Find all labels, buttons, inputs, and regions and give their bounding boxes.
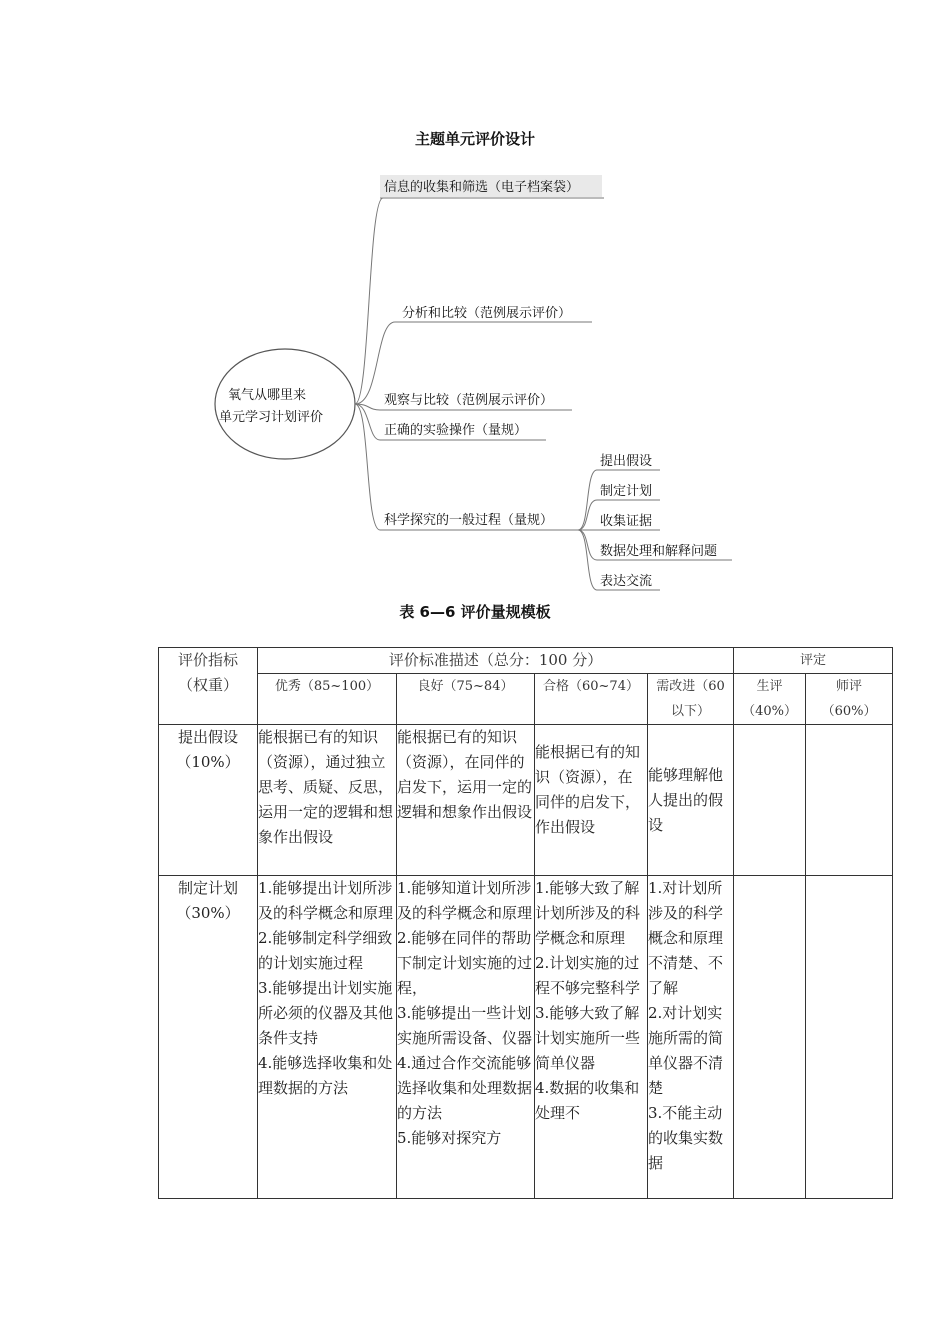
- table-header-row: [159, 648, 893, 674]
- cell-teacher-score[interactable]: [806, 725, 893, 876]
- cell-improve: 能够理解他人提出的假设: [648, 725, 734, 876]
- header-improve-line1: 需改进（60: [656, 679, 725, 694]
- header-improve-line2: 以下）: [671, 704, 711, 719]
- mindmap-branch-5: 科学探究的一般过程（量规）: [384, 513, 554, 528]
- mindmap-connector: [355, 198, 383, 404]
- header-self: [734, 674, 806, 725]
- row-indicator-weight: （30%）: [176, 904, 240, 922]
- header-good: 良好（75~84）: [397, 674, 535, 725]
- mindmap-branch-1: 信息的收集和筛选（电子档案袋）: [384, 180, 580, 195]
- page-heading: 主题单元评价设计: [414, 130, 535, 148]
- mindmap-sub-1: 提出假设: [600, 454, 653, 469]
- header-pass: 合格（60~74）: [535, 674, 648, 725]
- header-excellent: 优秀（85~100）: [258, 674, 397, 725]
- header-self-line1: 生评: [756, 679, 783, 694]
- cell-teacher-score[interactable]: [806, 876, 893, 1199]
- mindmap-branch-2: 分析和比较（范例展示评价）: [402, 306, 572, 321]
- header-improve: [648, 674, 734, 725]
- mindmap-sub-5: 表达交流: [600, 574, 653, 589]
- rubric-table: [158, 647, 893, 1199]
- mindmap-sub-4: 数据处理和解释问题: [600, 544, 718, 559]
- cell-pass: 能根据已有的知识（资源），在同伴的启发下，作出假设: [535, 725, 648, 876]
- mindmap-connector: [578, 530, 597, 590]
- row-indicator-name: 提出假设: [177, 728, 238, 746]
- cell-excellent: 能根据已有的知识（资源），通过独立思考、质疑、反思，运用一定的逻辑和想象作出假设: [258, 725, 397, 876]
- header-teacher-line1: 师评: [836, 679, 863, 694]
- row-indicator: [159, 876, 258, 1199]
- cell-good: 1.能够知道计划所涉及的科学概念和原理 2.能够在同伴的帮助下制定计划实施的过程， 3.能够提出一些计划实施所需设备、仪器 4.通过合作交流能够选择收集和处理数据的方法 5.能够对探究方: [397, 876, 535, 1199]
- mind-map: [0, 0, 950, 600]
- header-teacher-line2: （60%）: [821, 704, 877, 719]
- row-indicator: [159, 725, 258, 876]
- header-indicator-line2: （权重）: [177, 676, 238, 694]
- cell-self-score[interactable]: [734, 876, 806, 1199]
- cell-self-score[interactable]: [734, 725, 806, 876]
- mindmap-connector: [355, 404, 380, 530]
- header-self-line2: （40%）: [742, 704, 797, 719]
- cell-excellent: 1.能够提出计划所涉及的科学概念和原理 2.能够制定科学细致的计划实施过程 3.能够提出计划实施所必须的仪器及其他条件支持 4.能够选择收集和处理数据的方法: [258, 876, 397, 1199]
- table-subheader-row: [159, 674, 893, 725]
- mindmap-branch-3: 观察与比较（范例展示评价）: [384, 393, 554, 408]
- header-standard: 评价标准描述（总分：100 分）: [258, 648, 734, 674]
- table-row: [159, 876, 893, 1199]
- mindmap-connector: [578, 470, 597, 530]
- cell-pass: 1.能够大致了解计划所涉及的科学概念和原理 2.计划实施的过程不够完整科学 3.能够大致了解计划实施所一些简单仪器 4.数据的收集和处理不: [535, 876, 648, 1199]
- table-caption: 表 6—6 评价量规模板: [399, 603, 551, 621]
- row-indicator-weight: （10%）: [176, 753, 240, 771]
- row-indicator-name: 制定计划: [177, 879, 238, 897]
- mindmap-center-line2: 单元学习计划评价: [219, 410, 324, 425]
- mindmap-sub-2: 制定计划: [600, 484, 653, 499]
- header-teacher: [806, 674, 893, 725]
- mindmap-branch-4: 正确的实验操作（量规）: [384, 423, 528, 438]
- table-row: [159, 725, 893, 876]
- mindmap-center-line1: 氧气从哪里来: [228, 388, 307, 403]
- header-judge: 评定: [734, 648, 893, 674]
- header-indicator-line1: 评价指标: [177, 651, 238, 669]
- mindmap-connector: [578, 500, 597, 530]
- cell-improve: 1.对计划所涉及的科学概念和原理不清楚、不了解 2.对计划实施所需的简单仪器不清楚 3.不能主动的收集实数据: [648, 876, 734, 1199]
- mindmap-sub-3: 收集证据: [600, 514, 653, 529]
- header-indicator: [159, 648, 258, 725]
- mindmap-connector: [578, 530, 597, 560]
- cell-good: 能根据已有的知识（资源），在同伴的启发下，运用一定的逻辑和想象作出假设: [397, 725, 535, 876]
- mindmap-center-node: [215, 349, 355, 459]
